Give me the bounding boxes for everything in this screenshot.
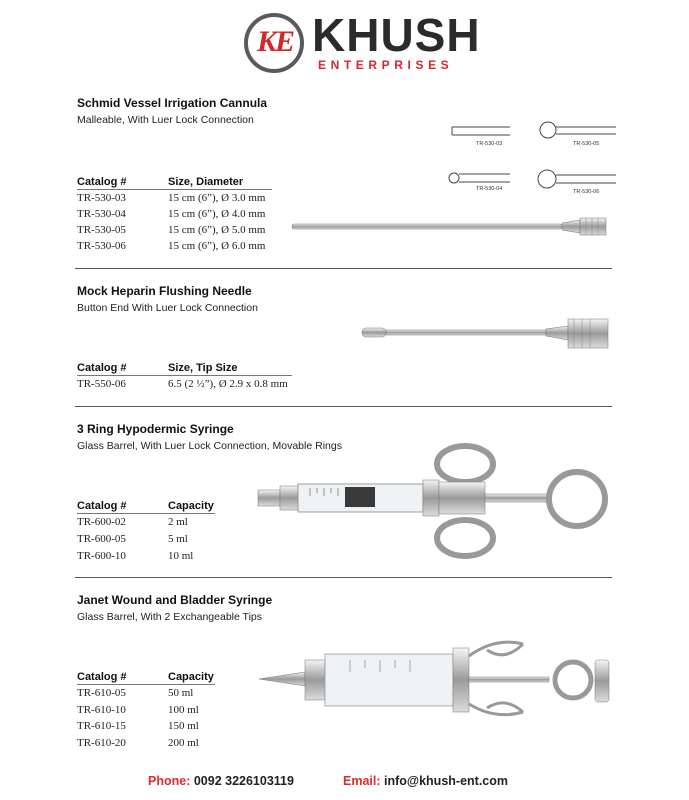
table-header-rule xyxy=(77,684,215,685)
cannula-tip-diagrams xyxy=(448,118,618,198)
col-header-capacity: Capacity xyxy=(168,500,214,512)
col-header-capacity: Capacity xyxy=(168,671,214,683)
capacity-value: 50 ml xyxy=(168,687,194,699)
col-header-catalog: Catalog # xyxy=(77,362,127,374)
size-value: 15 cm (6”), Ø 5.0 mm xyxy=(168,224,266,236)
catalog-number: TR-600-05 xyxy=(77,533,126,545)
table-header-rule xyxy=(77,513,215,514)
section-subtitle-needle: Button End With Luer Lock Connection xyxy=(77,302,258,314)
col-header-catalog: Catalog # xyxy=(77,671,127,683)
brand-subtitle: ENTERPRISES xyxy=(318,58,454,72)
catalog-number: TR-530-03 xyxy=(77,192,126,204)
catalog-number: TR-610-15 xyxy=(77,720,126,732)
tip-label: TR-530-03 xyxy=(476,141,503,147)
section-title-janet-syringe: Janet Wound and Bladder Syringe xyxy=(77,593,273,607)
section-divider xyxy=(75,406,612,407)
col-header-size: Size, Tip Size xyxy=(168,362,238,374)
section-title-3ring-syringe: 3 Ring Hypodermic Syringe xyxy=(77,422,234,436)
col-header-catalog: Catalog # xyxy=(77,500,127,512)
size-value: 6.5 (2 ½”), Ø 2.9 x 0.8 mm xyxy=(168,378,288,390)
section-divider xyxy=(75,268,612,269)
section-subtitle-janet-syringe: Glass Barrel, With 2 Exchangeable Tips xyxy=(77,611,263,623)
catalog-number: TR-600-02 xyxy=(77,516,126,528)
tip-label: TR-530-06 xyxy=(573,189,600,195)
size-value: 15 cm (6”), Ø 6.0 mm xyxy=(168,240,266,252)
capacity-value: 10 ml xyxy=(168,550,194,562)
tip-label: TR-530-04 xyxy=(476,186,503,192)
section-subtitle-cannula: Malleable, With Luer Lock Connection xyxy=(77,114,254,126)
phone-number[interactable]: 0092 3226103119 xyxy=(193,774,294,788)
col-header-catalog: Catalog # xyxy=(77,176,127,188)
janet-syringe-image xyxy=(255,632,615,722)
cannula-image xyxy=(288,212,613,242)
catalog-number: TR-610-10 xyxy=(77,704,126,716)
catalog-number: TR-550-06 xyxy=(77,378,126,390)
section-subtitle-3ring-syringe: Glass Barrel, With Luer Lock Connection, Movable Rings xyxy=(77,440,342,452)
catalog-number: TR-530-04 xyxy=(77,208,126,220)
capacity-value: 5 ml xyxy=(168,533,188,545)
capacity-value: 200 ml xyxy=(168,737,199,749)
logo-monogram: KE xyxy=(256,25,294,58)
capacity-value: 150 ml xyxy=(168,720,199,732)
size-value: 15 cm (6”), Ø 3.0 mm xyxy=(168,192,266,204)
3ring-syringe-image xyxy=(255,440,615,570)
section-title-cannula: Schmid Vessel Irrigation Cannula xyxy=(77,96,268,110)
catalog-number: TR-530-06 xyxy=(77,240,126,252)
catalog-number: TR-530-05 xyxy=(77,224,126,236)
capacity-value: 100 ml xyxy=(168,704,199,716)
section-title-needle: Mock Heparin Flushing Needle xyxy=(77,284,252,298)
tip-label: TR-530-05 xyxy=(573,141,600,147)
catalog-number: TR-610-05 xyxy=(77,687,126,699)
email-label: Email: xyxy=(343,774,381,788)
catalog-number: TR-600-10 xyxy=(77,550,126,562)
needle-image xyxy=(360,316,615,352)
section-divider xyxy=(75,577,612,578)
table-header-rule xyxy=(77,189,272,190)
size-value: 15 cm (6”), Ø 4.0 mm xyxy=(168,208,266,220)
table-header-rule xyxy=(77,375,292,376)
capacity-value: 2 ml xyxy=(168,516,188,528)
catalog-number: TR-610-20 xyxy=(77,737,126,749)
col-header-size: Size, Diameter xyxy=(168,176,244,188)
footer-phone xyxy=(148,774,294,788)
phone-label: Phone: xyxy=(148,774,191,788)
brand-name: KHUSH xyxy=(312,9,481,61)
footer-email xyxy=(343,774,508,788)
email-address[interactable]: info@khush-ent.com xyxy=(384,774,508,788)
